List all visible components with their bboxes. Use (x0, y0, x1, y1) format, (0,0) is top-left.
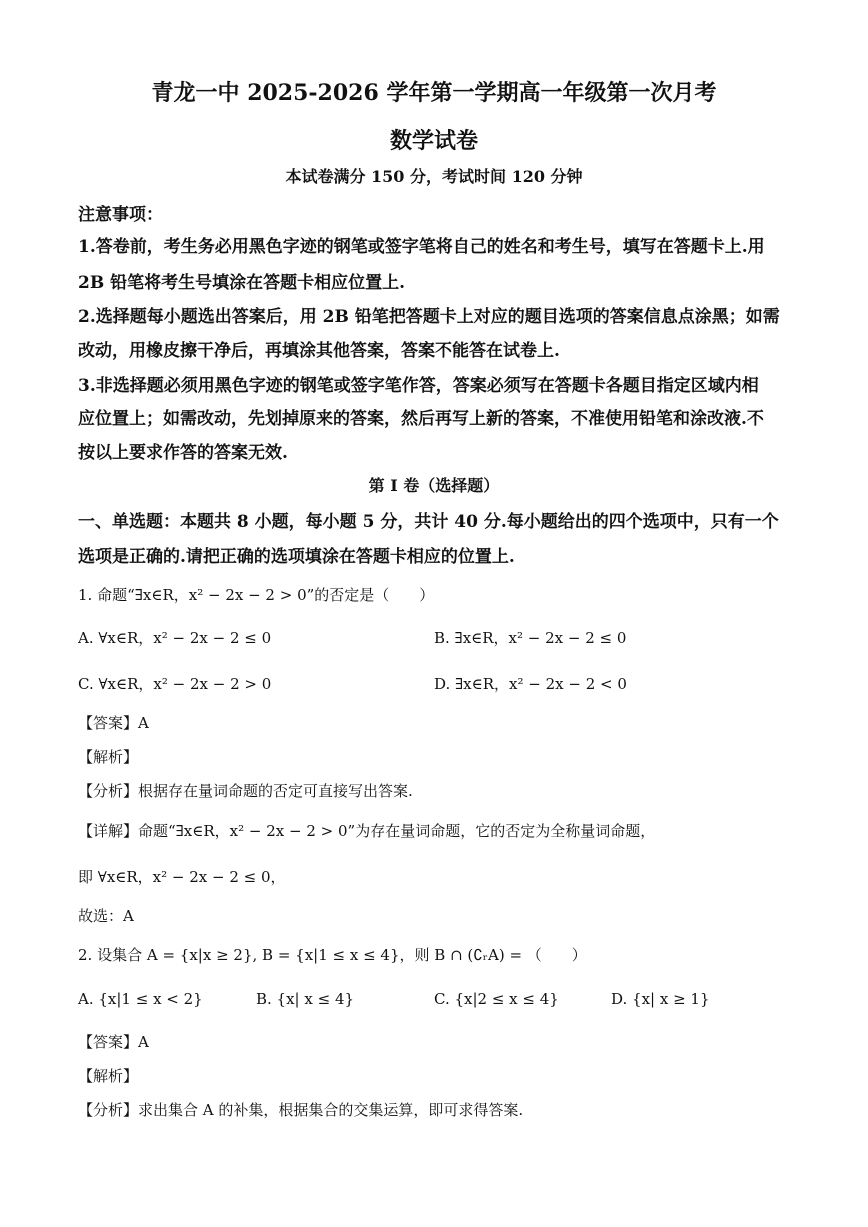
q1-option-b: B. ∃x∈R，x² − 2x − 2 ≤ 0 (434, 629, 627, 647)
q2-answer: 【答案】A (78, 1033, 149, 1051)
question-1-stem: 1. 命题“∃x∈R，x² − 2x − 2 > 0”的否定是（ ） (78, 586, 435, 604)
exam-info: 本试卷满分 150 分，考试时间 120 分钟 (285, 167, 583, 186)
q2-analysis-label: 【解析】 (78, 1067, 139, 1085)
q2-option-c: C. {x|2 ≤ x ≤ 4} (434, 990, 559, 1008)
notice-line: 3.非选择题必须用黑色字迹的钢笔或签字笔作答，答案必须写在答题卡各题目指定区域内相 (78, 376, 759, 396)
q2-option-b: B. {x| x ≤ 4} (256, 990, 355, 1008)
exam-subject: 数学试卷 (389, 128, 478, 154)
q1-answer: 【答案】A (78, 714, 149, 732)
q1-analysis-label: 【解析】 (78, 748, 139, 766)
notice-line: 按以上要求作答的答案无效. (78, 443, 288, 463)
exam-title: 青龙一中 2025-2026 学年第一学期高一年级第一次月考 (151, 80, 717, 106)
notice-line: 应位置上；如需改动，先划掉原来的答案，然后再写上新的答案，不准使用铅笔和涂改液.不 (78, 409, 764, 429)
notice-line: 2.选择题每小题选出答案后，用 2B 铅笔把答题卡上对应的题目选项的答案信息点涂黑；如需 (78, 307, 780, 327)
q1-option-c: C. ∀x∈R，x² − 2x − 2 > 0 (78, 675, 272, 693)
q2-option-a: A. {x|1 ≤ x < 2} (78, 990, 203, 1008)
section-intro: 一、单选题：本题共 8 小题，每小题 5 分，共计 40 分.每小题给出的四个选项中，只有一个 (78, 512, 779, 532)
q1-xiangjie: 【详解】命题“∃x∈R，x² − 2x − 2 > 0”为存在量词命题，它的否定为全称量词命题， (78, 822, 656, 840)
q2-option-d: D. {x| x ≥ 1} (611, 990, 710, 1008)
q1-choose: 故选：A (78, 907, 134, 925)
q2-fenxi: 【分析】求出集合 A 的补集，根据集合的交集运算，即可求得答案. (78, 1101, 524, 1119)
question-2-stem: 2. 设集合 A = {x|x ≥ 2}, B = {x|1 ≤ x ≤ 4}，则 B ∩ (∁ᵣA) = （ ） (78, 946, 587, 964)
section-intro: 选项是正确的.请把正确的选项填涂在答题卡相应的位置上. (78, 547, 515, 567)
q1-option-d: D. ∃x∈R，x² − 2x − 2 < 0 (434, 675, 627, 693)
notice-line: 2B 铅笔将考生号填涂在答题卡相应位置上. (78, 273, 406, 293)
notice-heading: 注意事项： (78, 205, 163, 225)
notice-line: 改动，用橡皮擦干净后，再填涂其他答案，答案不能答在试卷上. (78, 341, 560, 361)
section-title: 第 I 卷（选择题） (368, 476, 500, 495)
q1-fenxi: 【分析】根据存在量词命题的否定可直接写出答案. (78, 782, 413, 800)
q1-option-a: A. ∀x∈R，x² − 2x − 2 ≤ 0 (78, 629, 272, 647)
q1-ji: 即 ∀x∈R，x² − 2x − 2 ≤ 0， (78, 868, 286, 886)
notice-line: 1.答卷前，考生务必用黑色字迹的钢笔或签字笔将自己的姓名和考生号，填写在答题卡上.用 (78, 237, 765, 257)
